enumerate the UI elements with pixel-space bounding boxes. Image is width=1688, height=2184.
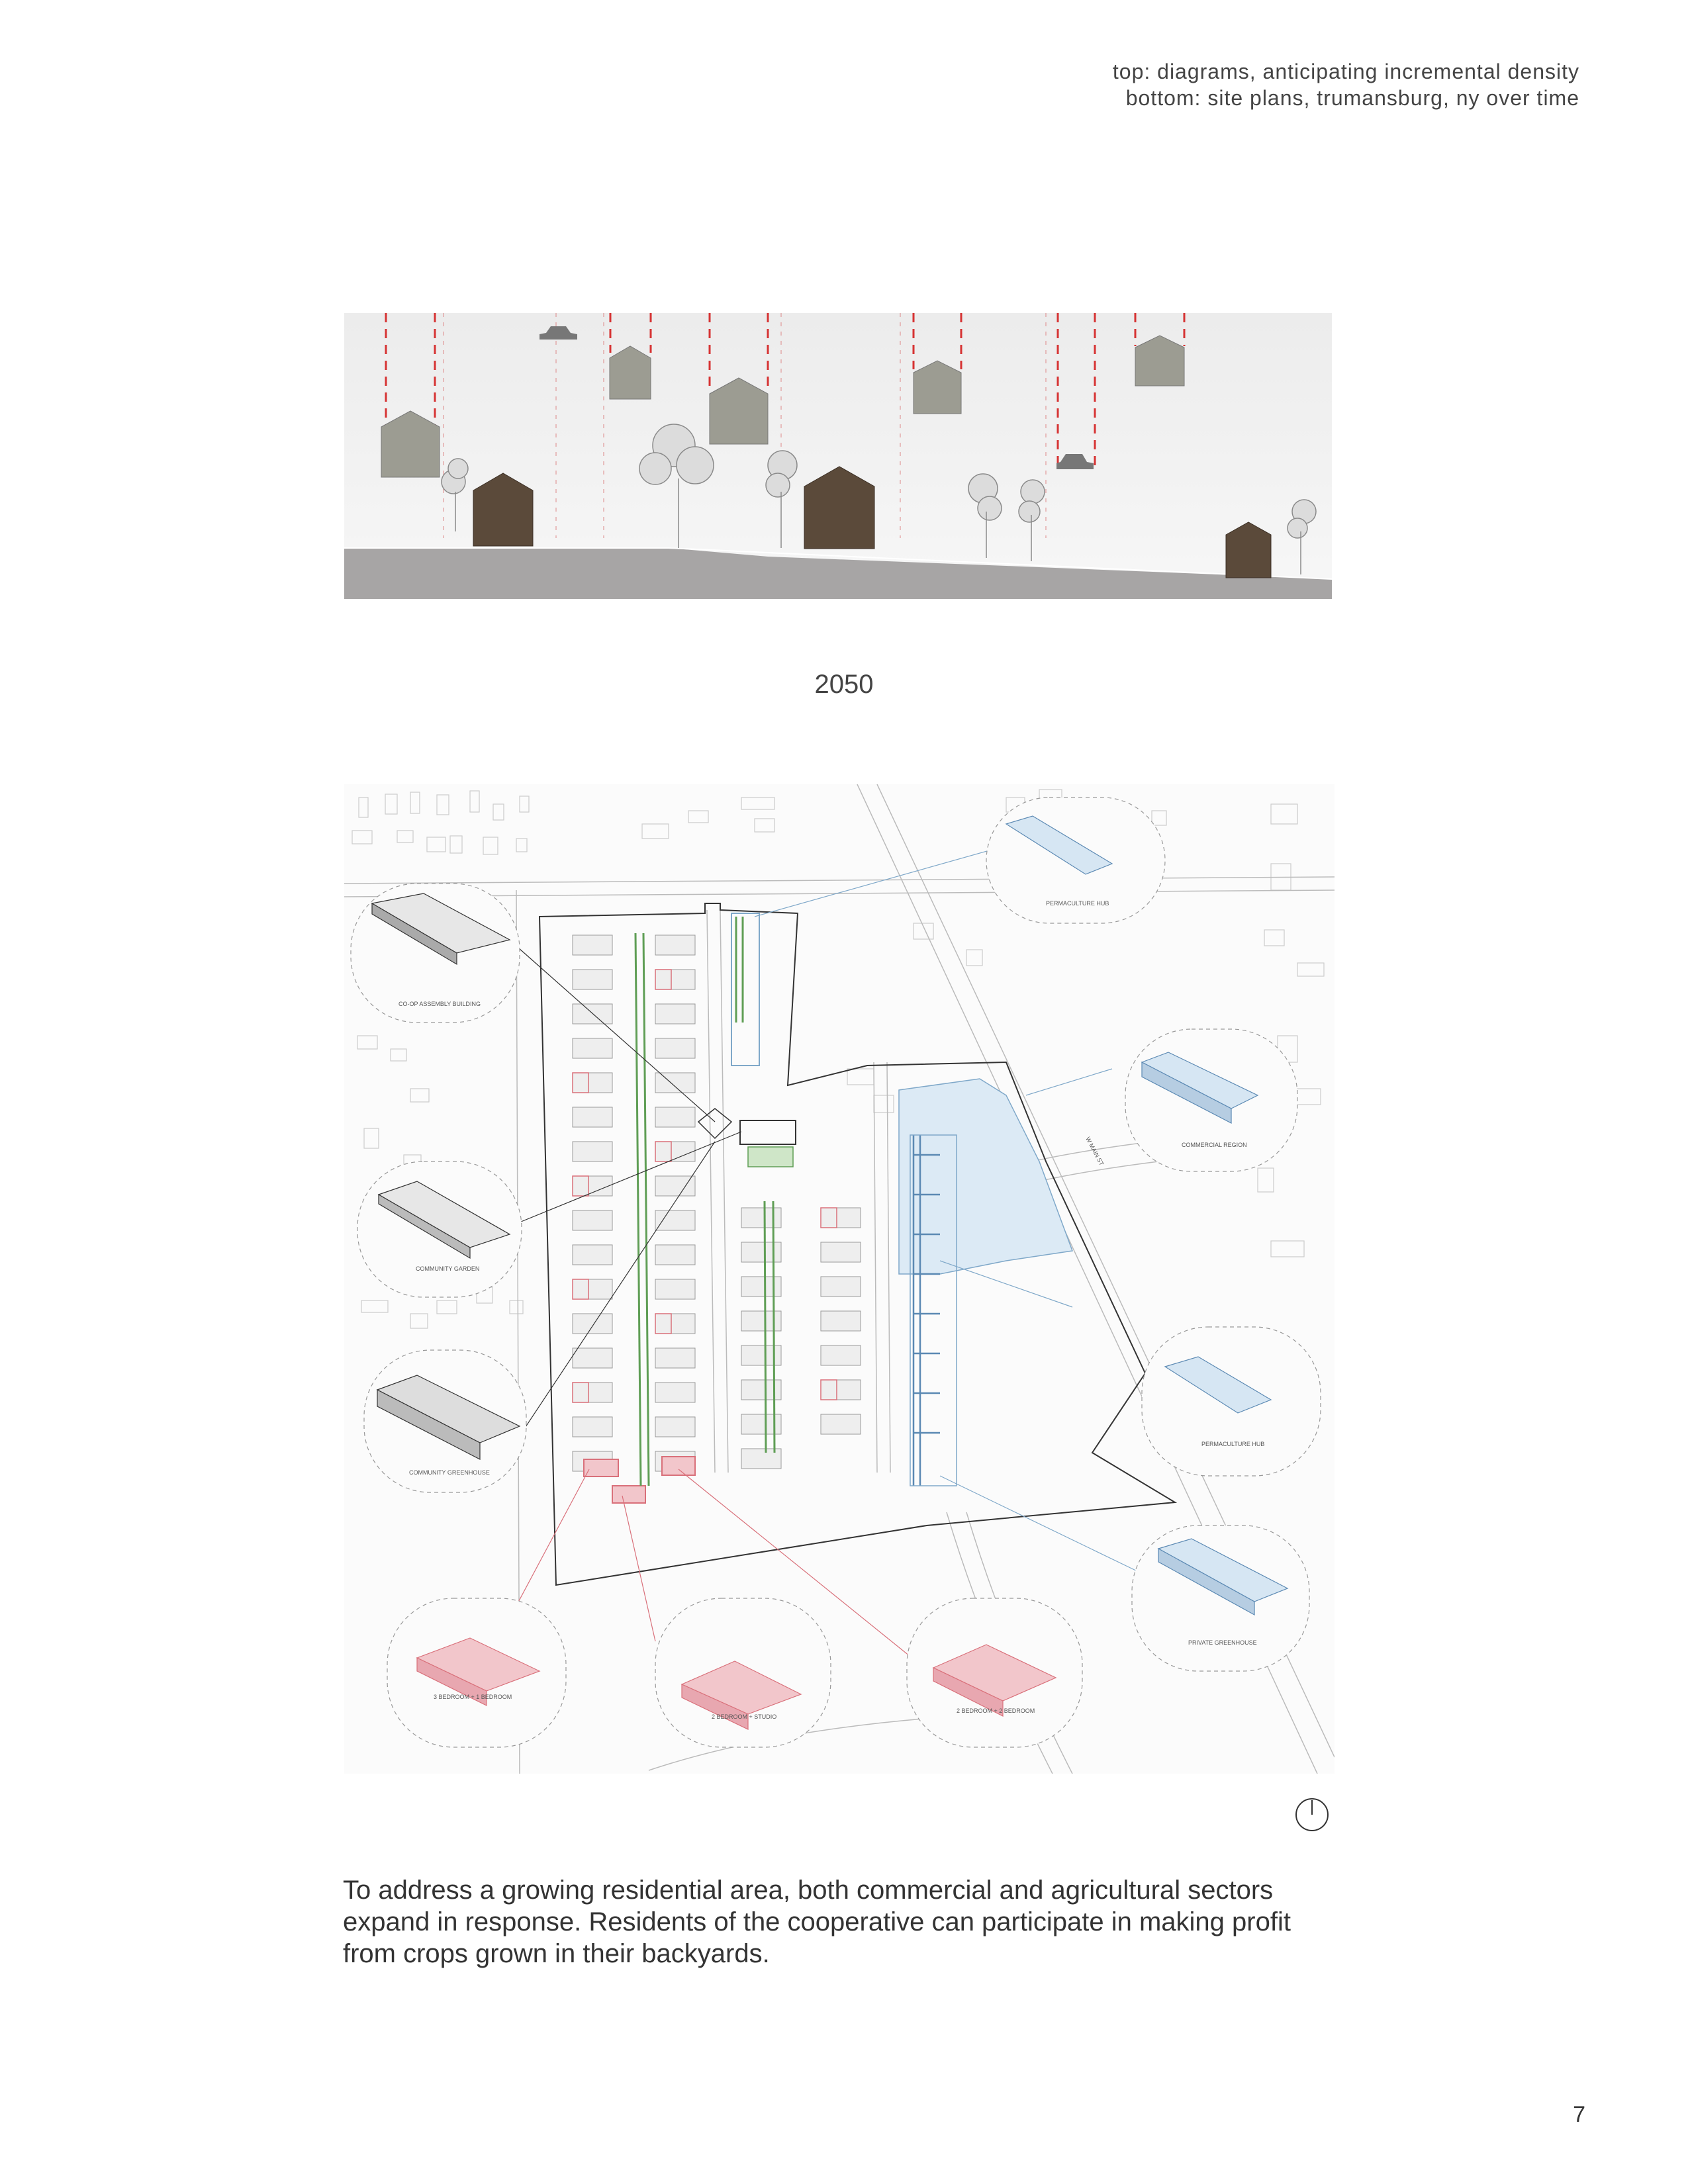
density-section-diagram — [344, 313, 1332, 599]
year-label: 2050 — [814, 670, 874, 699]
label-permaculture-hub-top: PERMACULTURE HUB — [1046, 900, 1109, 907]
label-permaculture-hub-right: PERMACULTURE HUB — [1201, 1441, 1265, 1447]
page-number: 7 — [1573, 2102, 1585, 2127]
community-garden-footprint — [748, 1147, 793, 1167]
label-3bed-1bed: 3 BEDROOM + 1 BEDROOM — [434, 1694, 512, 1700]
caption-line-2: bottom: site plans, trumansburg, ny over time — [1125, 86, 1579, 110]
label-2bed-studio: 2 BEDROOM + STUDIO — [712, 1713, 777, 1720]
street-label: W MAIN ST — [1084, 1136, 1105, 1167]
site-plan-2050 — [344, 784, 1335, 1774]
north-arrow-icon — [1295, 1797, 1329, 1832]
label-commercial-region: COMMERCIAL REGION — [1182, 1142, 1247, 1148]
label-2bed-2bed: 2 BEDROOM + 2 BEDROOM — [957, 1707, 1035, 1714]
label-community-garden: COMMUNITY GARDEN — [416, 1265, 480, 1272]
figure-caption — [1113, 58, 1579, 111]
caption-line-1: top: diagrams, anticipating incremental density — [1112, 60, 1579, 83]
label-co-op-assembly: CO-OP ASSEMBLY BUILDING — [399, 1001, 481, 1007]
label-private-greenhouse: PRIVATE GREENHOUSE — [1188, 1639, 1257, 1646]
label-community-greenhouse: COMMUNITY GREENHOUSE — [409, 1469, 490, 1476]
body-paragraph: To address a growing residential area, both commercial and agricultural sectors expand in response. Residents of the cooperative can participate in making profit from crops grown in their backyards. — [343, 1876, 1291, 1968]
